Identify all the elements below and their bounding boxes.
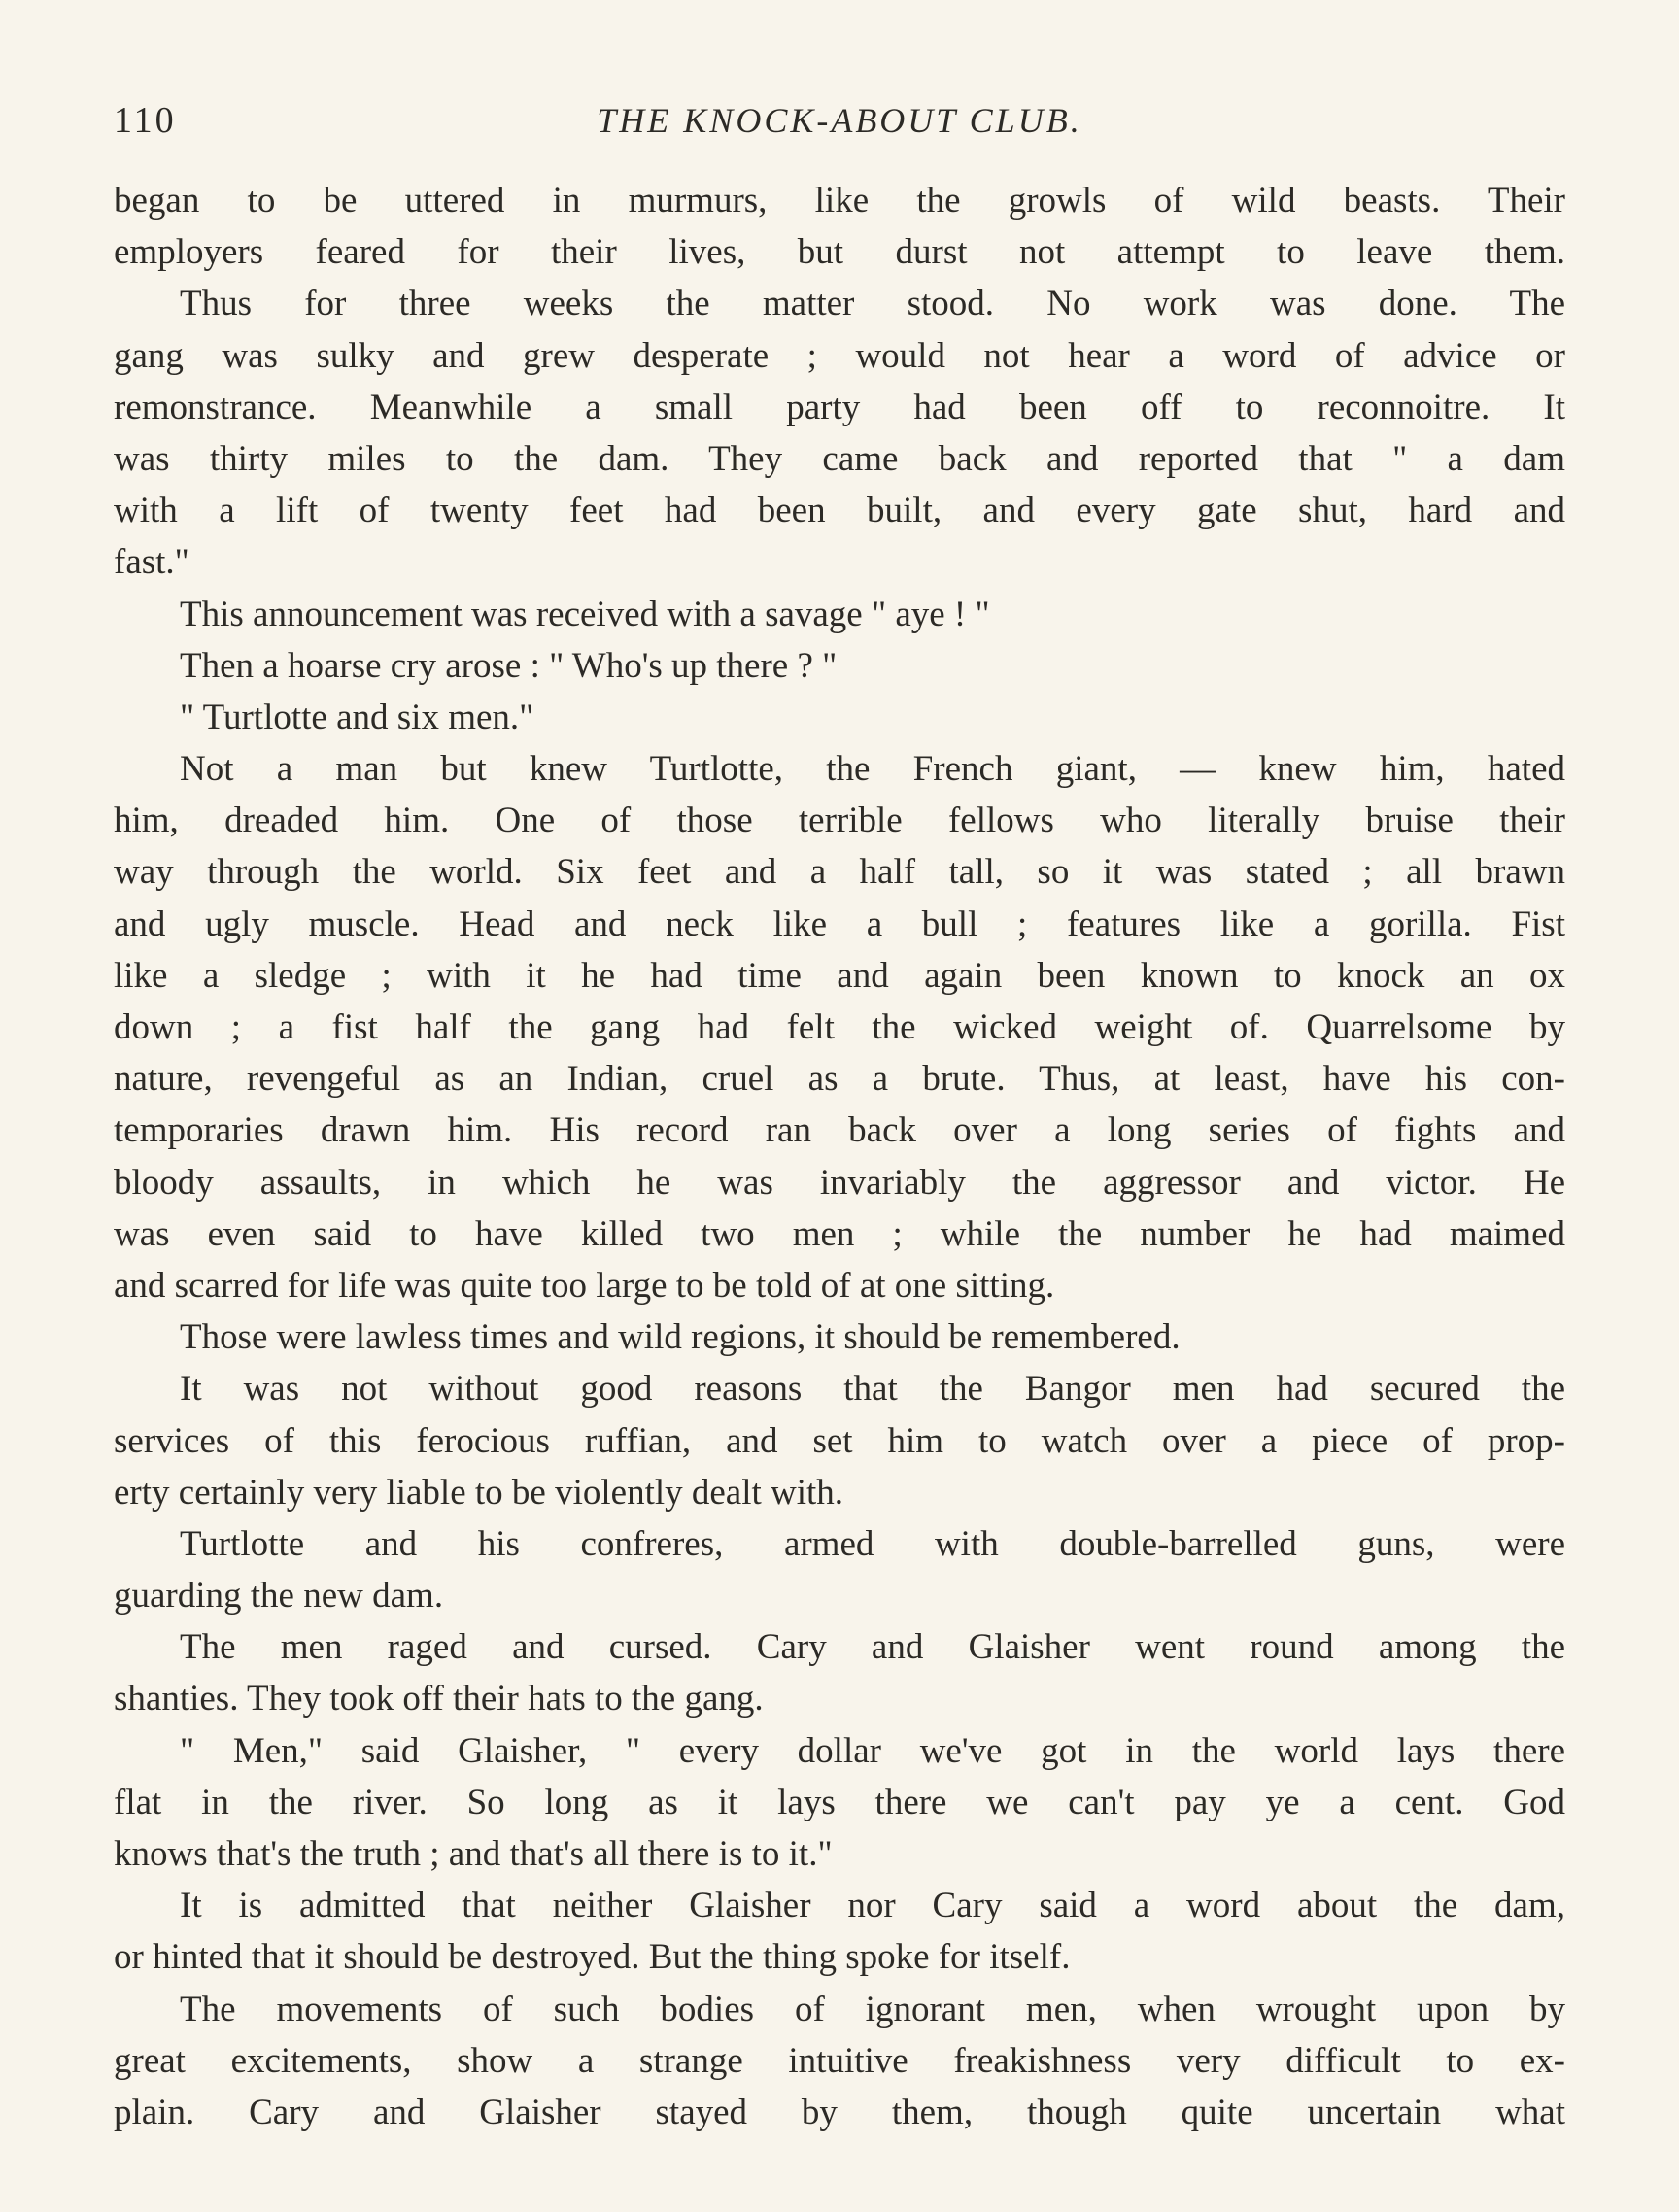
text-line: nature, revengeful as an Indian, cruel as a brute. Thus, at least, have his con- [114, 1059, 1565, 1100]
running-head [114, 95, 1565, 146]
text-line: " Men," said Glaisher, " every dollar we've got in the world lays there [180, 1730, 1565, 1771]
text-line: The movements of such bodies of ignorant men, when wrought upon by [180, 1989, 1565, 2029]
text-line: down ; a fist half the gang had felt the wicked weight of. Quarrelsome by [114, 1007, 1565, 1047]
text-line: flat in the river. So long as it lays there we can't pay ye a cent. God [114, 1782, 1565, 1822]
text-line: like a sledge ; with it he had time and again been known to knock an ox [114, 955, 1565, 996]
text-line: guarding the new dam. [114, 1576, 444, 1616]
running-title: THE KNOCK-ABOUT CLUB. [597, 101, 1082, 140]
text-line: Not a man but knew Turtlotte, the French giant, — knew him, hated [180, 749, 1565, 790]
text-line: temporaries drawn him. His record ran back over a long series of fights and [114, 1110, 1565, 1151]
text-line: Turtlotte and his confreres, armed with double-barrelled guns, were [180, 1523, 1565, 1564]
text-line: The men raged and cursed. Cary and Glaisher went round among the [180, 1627, 1565, 1668]
text-line: Those were lawless times and wild regions, it should be remembered. [180, 1317, 1181, 1358]
text-line: and ugly muscle. Head and neck like a bull ; features like a gorilla. Fist [114, 903, 1565, 944]
text-line: fast." [114, 542, 189, 583]
text-line: employers feared for their lives, but durst not attempt to leave them. [114, 232, 1565, 273]
text-line: erty certainly very liable to be violently dealt with. [114, 1472, 844, 1513]
text-line: him, dreaded him. One of those terrible fellows who literally bruise their [114, 800, 1565, 841]
text-line: gang was sulky and grew desperate ; would not hear a word of advice or [114, 335, 1565, 376]
text-line: was even said to have killed two men ; while the number he had maimed [114, 1213, 1565, 1254]
text-line: was thirty miles to the dam. They came back and reported that " a dam [114, 438, 1565, 479]
text-line: bloody assaults, in which he was invariably the aggressor and victor. He [114, 1162, 1565, 1203]
text-line: This announcement was received with a savage " aye ! " [180, 594, 990, 634]
text-line: Then a hoarse cry arose : " Who's up there ? " [180, 645, 838, 686]
text-line: It is admitted that neither Glaisher nor Cary said a word about the dam, [180, 1886, 1565, 1926]
text-line: and scarred for life was quite too large to be told of at one sitting. [114, 1265, 1055, 1306]
text-line: great excitements, show a strange intuitive freakishness very difficult to ex- [114, 2040, 1565, 2081]
text-line: way through the world. Six feet and a half tall, so it was stated ; all brawn [114, 852, 1565, 893]
text-line: knows that's the truth ; and that's all there is to it." [114, 1834, 833, 1874]
body-text [114, 175, 1565, 2138]
text-line: remonstrance. Meanwhile a small party had been off to reconnoitre. It [114, 387, 1565, 427]
text-line: " Turtlotte and six men." [180, 697, 534, 737]
text-line: It was not without good reasons that the Bangor men had secured the [180, 1369, 1565, 1410]
text-line: began to be uttered in murmurs, like the growls of wild beasts. Their [114, 181, 1565, 221]
text-line: Thus for three weeks the matter stood. No work was done. The [180, 284, 1565, 324]
text-line: plain. Cary and Glaisher stayed by them, though quite uncertain what [114, 2092, 1565, 2132]
text-line: or hinted that it should be destroyed. But the thing spoke for itself. [114, 1937, 1071, 1978]
text-line: services of this ferocious ruffian, and set him to watch over a piece of prop- [114, 1420, 1565, 1461]
text-line: shanties. They took off their hats to the gang. [114, 1679, 764, 1719]
text-line: with a lift of twenty feet had been built, and every gate shut, hard and [114, 491, 1565, 531]
page-number: 110 [114, 100, 177, 141]
